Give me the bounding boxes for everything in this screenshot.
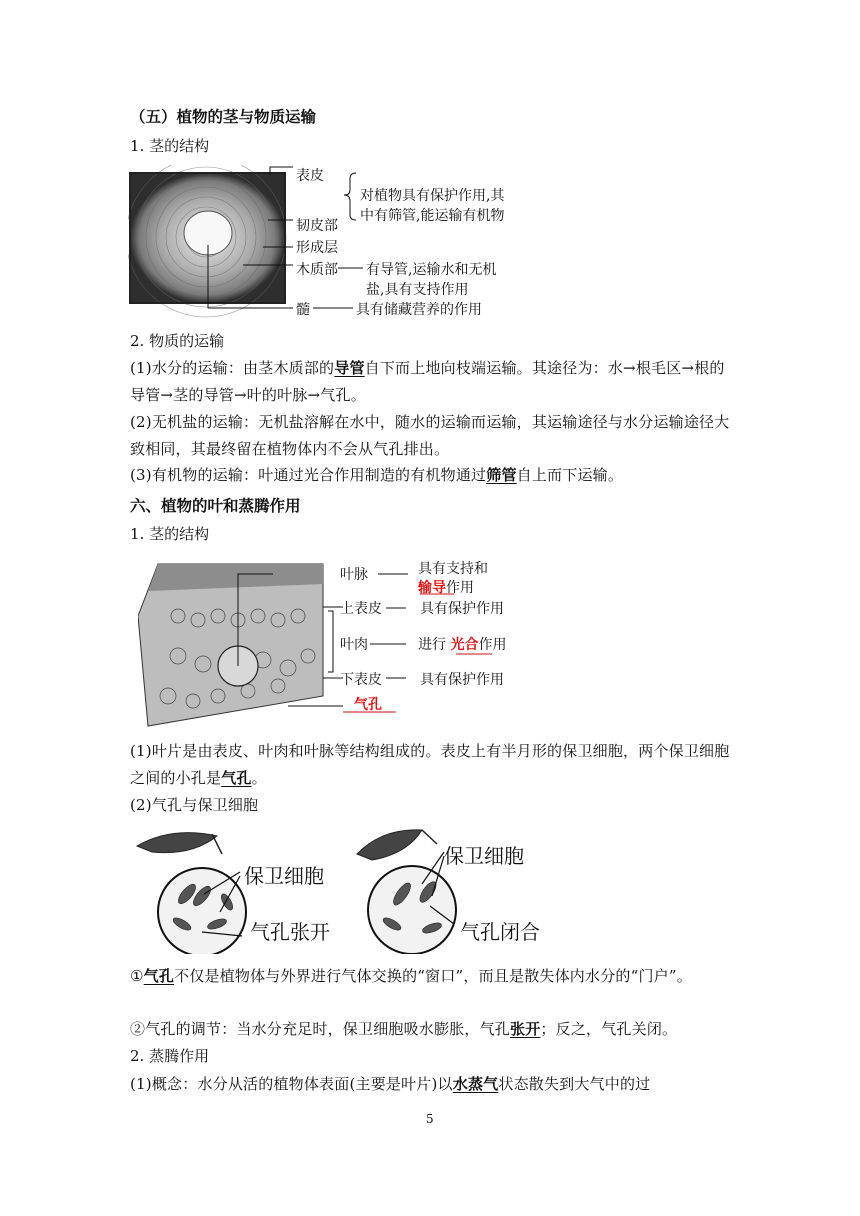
answer-vein-function: 输导: [418, 580, 446, 596]
label-guard-cell-right: 保卫细胞: [444, 844, 524, 868]
note-vein-line1: 具有支持和: [418, 561, 488, 577]
stoma-function-paragraph: [130, 963, 732, 990]
label-leaf-vein: 叶脉: [340, 567, 368, 583]
organic-transport-paragraph: [130, 462, 732, 489]
note-pith: 具有储藏营养的作用: [356, 302, 482, 318]
note-xylem-line1: 有导管,运输水和无机: [366, 262, 497, 278]
label-stoma-open: 气孔张开: [250, 920, 330, 944]
water-transport-paragraph: [130, 355, 732, 409]
stoma-regulation-paragraph: [130, 1016, 732, 1043]
note-vein-line2: [418, 577, 474, 597]
label-guard-cell-left: 保卫细胞: [244, 864, 324, 888]
stoma-p2-key-term: 张开: [510, 1020, 541, 1038]
page-number: 5: [426, 1112, 434, 1126]
stoma-guard-cell-heading: (2)气孔与保卫细胞: [130, 796, 259, 814]
section-6-title: 六、植物的叶和蒸腾作用: [130, 497, 301, 515]
transport-heading: 2. 物质的运输: [130, 332, 225, 350]
leaf-composition-paragraph: [130, 738, 732, 792]
label-lower-epidermis: 下表皮: [340, 672, 382, 688]
leaf-structure-heading: 1. 茎的结构: [130, 525, 210, 543]
stoma-p1-marker: ①: [130, 967, 144, 985]
label-epidermis: 表皮: [296, 168, 324, 184]
transpiration-text-b: 状态散失到大气中的过: [498, 1075, 651, 1093]
organic-text-b: 自上而下运输。: [516, 466, 624, 484]
leaf-cross-section-figure: [138, 556, 538, 728]
note-bark-line1: 对植物具有保护作用,其: [360, 188, 505, 204]
stoma-p2-text-a: ②气孔的调节：当水分充足时，保卫细胞吸水膨胀，气孔: [130, 1020, 511, 1038]
transpiration-text-a: (1)概念：水分从活的植物体表面(主要是叶片)以: [130, 1075, 453, 1093]
label-cambium: 形成层: [296, 240, 338, 256]
label-mesophyll: 叶肉: [340, 637, 368, 653]
stoma-figure: [132, 824, 572, 954]
note-mesophyll: [418, 634, 506, 654]
answer-stoma: 气孔: [354, 697, 382, 713]
transpiration-concept-paragraph: [130, 1071, 732, 1098]
organic-key-term: 筛管: [486, 466, 517, 484]
note-lower-epidermis: 具有保护作用: [420, 672, 504, 688]
label-pith: 髓: [296, 302, 310, 318]
leaf-p1-text-a: (1)叶片是由表皮、叶肉和叶脉等结构组成的。表皮上有半月形的保卫细胞，两个保卫细胞之间的小孔是: [130, 742, 730, 787]
stem-cross-section-figure: [128, 165, 548, 320]
section-5-title: （五）植物的茎与物质运输: [130, 108, 317, 126]
note-mesophyll-prefix: 进行: [418, 637, 446, 653]
transpiration-heading: 2. 蒸腾作用: [130, 1047, 210, 1065]
leaf-p1-key-term: 气孔: [221, 769, 252, 787]
water-text-b: 自下而上地向枝端运输。其途径为：水→根毛区→根的导管→茎的导管→叶的叶脉→气孔。: [130, 359, 725, 404]
transpiration-key-term: 水蒸气: [452, 1075, 499, 1093]
answer-mesophyll-function: 光合: [450, 637, 479, 653]
stoma-p1-text: 不仅是植物体与外界进行气体交换的“窗口”，而且是散失体内水分的“门户”。: [174, 967, 692, 985]
label-xylem: 木质部: [296, 262, 338, 278]
note-xylem-line2: 盐,具有支持作用: [366, 282, 469, 298]
water-key-term: 导管: [334, 359, 365, 377]
note-vein-suffix: 作用: [446, 580, 474, 596]
stoma-p1-key-term: 气孔: [143, 967, 175, 985]
note-mesophyll-suffix: 作用: [478, 637, 507, 653]
stem-structure-heading: 1. 茎的结构: [130, 137, 210, 155]
water-text-a: (1)水分的运输：由茎木质部的: [130, 359, 335, 377]
organic-text-a: (3)有机物的运输：叶通过光合作用制造的有机物通过: [130, 466, 487, 484]
note-bark-line2: 中有筛管,能运输有机物: [360, 208, 505, 224]
label-stoma-closed: 气孔闭合: [460, 920, 540, 944]
stoma-p2-text-b: ；反之，气孔关闭。: [540, 1020, 678, 1038]
note-upper-epidermis: 具有保护作用: [420, 601, 504, 617]
mineral-transport-paragraph: (2)无机盐的运输：无机盐溶解在水中，随水的运输而运输，其运输途径与水分运输途径大致相同，其最终留在植物体内不会从气孔排出。: [130, 413, 730, 458]
label-phloem: 韧皮部: [296, 218, 338, 234]
label-upper-epidermis: 上表皮: [340, 601, 382, 617]
leaf-p1-text-b: 。: [251, 769, 267, 787]
